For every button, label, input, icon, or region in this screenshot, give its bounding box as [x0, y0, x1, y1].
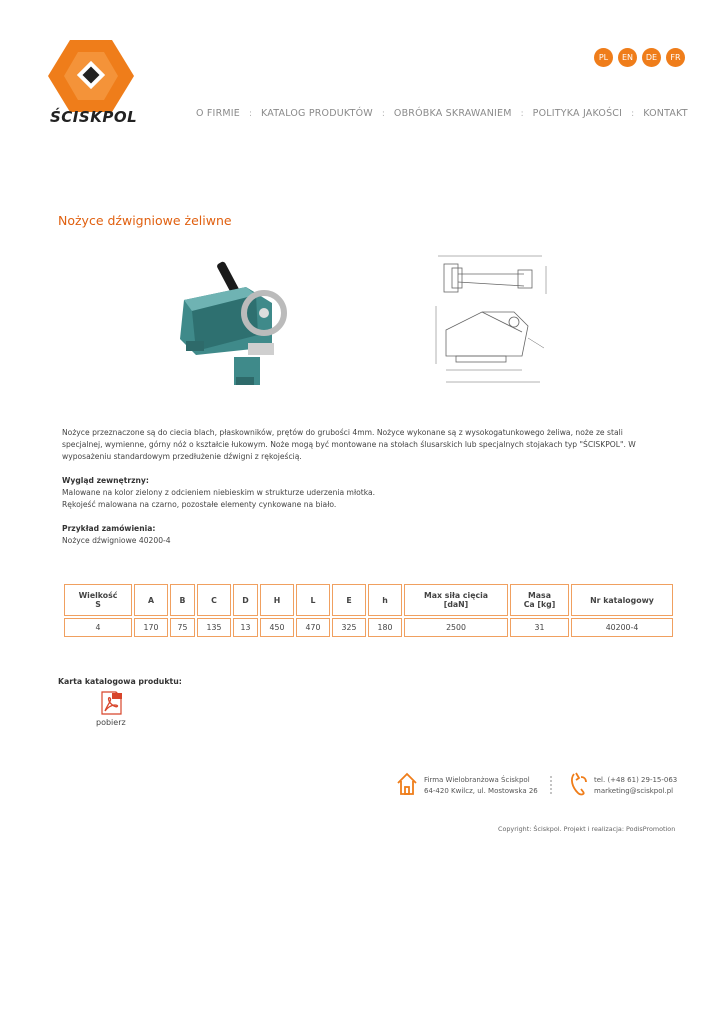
table-header-cell: H — [260, 584, 294, 616]
footer-address — [424, 775, 538, 796]
table-header-cell: h — [368, 584, 402, 616]
nav-kontakt[interactable]: KONTAKT — [643, 108, 688, 119]
appearance-line: Rękojeść malowana na czarno, pozostałe elementy cynkowane na biało. — [62, 500, 337, 509]
appearance-line: Malowane na kolor zielony z odcieniem niebieskim w strukturze uderzenia młotka. — [62, 488, 376, 497]
table-header-cell: C — [197, 584, 231, 616]
footer-contact — [594, 775, 677, 796]
house-icon — [396, 771, 418, 797]
table-header-row — [64, 584, 673, 616]
table-cell: 4 — [64, 618, 132, 637]
product-image[interactable] — [176, 255, 296, 390]
lang-de-button[interactable]: DE — [642, 48, 661, 67]
table-header-cell: A — [134, 584, 168, 616]
order-heading: Przykład zamówienia: — [62, 524, 156, 533]
table-cell: 470 — [296, 618, 330, 637]
table-row — [64, 618, 673, 637]
company-name: Firma Wielobranżowa Ściskpol — [424, 776, 530, 784]
table-header-cell: E — [332, 584, 366, 616]
nav-separator: : — [520, 108, 524, 119]
catalog-card-label: Karta katalogowa produktu: — [58, 677, 182, 686]
footer-divider — [549, 775, 553, 795]
nav-polityka[interactable]: POLITYKA JAKOŚCI — [532, 108, 623, 119]
table-header-cell: B — [170, 584, 195, 616]
table-cell: 135 — [197, 618, 231, 637]
appearance-heading: Wygląd zewnętrzny: — [62, 476, 149, 485]
table-cell: 450 — [260, 618, 294, 637]
table-cell: 180 — [368, 618, 402, 637]
table-cell: 31 — [510, 618, 569, 637]
table-header-cell: Masa Ca [kg] — [510, 584, 569, 616]
table-cell: 13 — [233, 618, 258, 637]
footer-phone: tel. (+48 61) 29-15-063 — [594, 776, 678, 784]
product-description — [62, 427, 662, 463]
table-header-cell: L — [296, 584, 330, 616]
table-cell: 2500 — [404, 618, 508, 637]
nav-obrobka[interactable]: OBRÓBKA SKRAWANIEM — [393, 108, 512, 119]
main-nav — [196, 108, 688, 119]
footer-email[interactable]: marketing@sciskpol.pl — [594, 786, 674, 795]
order-section — [62, 523, 662, 547]
lang-pl-button[interactable]: PL — [594, 48, 613, 67]
table-cell: 40200-4 — [571, 618, 673, 637]
nav-katalog[interactable]: KATALOG PRODUKTÓW — [261, 108, 373, 119]
lang-fr-button[interactable]: FR — [666, 48, 685, 67]
lang-en-button[interactable]: EN — [618, 48, 637, 67]
download-link[interactable]: pobierz — [96, 718, 126, 727]
logo-text: ŚCISKPOL — [50, 108, 138, 126]
spec-table — [62, 582, 675, 639]
phone-icon — [568, 771, 590, 797]
table-cell: 75 — [170, 618, 195, 637]
table-header-cell: D — [233, 584, 258, 616]
table-cell: 170 — [134, 618, 168, 637]
table-header-cell: Nr katalogowy — [571, 584, 673, 616]
table-header-cell: Max siła cięcia [daN] — [404, 584, 508, 616]
nav-separator: : — [631, 108, 635, 119]
copyright: Copyright: Ściskpol. Projekt i realizacja: PodisPromotion — [498, 825, 676, 833]
description-text: Nożyce przeznaczone są do ciecia blach, płaskowników, prętów do grubości 4mm. Nożyce wykonane są z wysokogatunkowego żeliwa, noże ze stali specjalnej, wymienne, górny nóż o kształcie łukowym. Noże mogą być montowane na stołach ślusarskich lub specjalnych stojakach typ "ŚCISKPOL". W wyposażeniu standardowym przedłużenie dźwigni z rękojeścią. — [62, 428, 636, 461]
page-title: Nożyce dźwigniowe żeliwne — [58, 213, 232, 228]
nav-separator: : — [248, 108, 253, 119]
table-header-cell: Wielkość S — [64, 584, 132, 616]
nav-separator: : — [381, 108, 385, 119]
table-cell: 325 — [332, 618, 366, 637]
company-address: 64-420 Kwilcz, ul. Mostowska 26 — [424, 786, 538, 795]
appearance-section — [62, 475, 662, 511]
order-example: Nożyce dźwigniowe 40200-4 — [62, 536, 171, 545]
pdf-icon[interactable] — [98, 690, 124, 716]
technical-drawing[interactable] — [432, 252, 554, 394]
language-selector — [594, 48, 685, 67]
nav-o-firmie[interactable]: O FIRMIE — [196, 108, 240, 119]
